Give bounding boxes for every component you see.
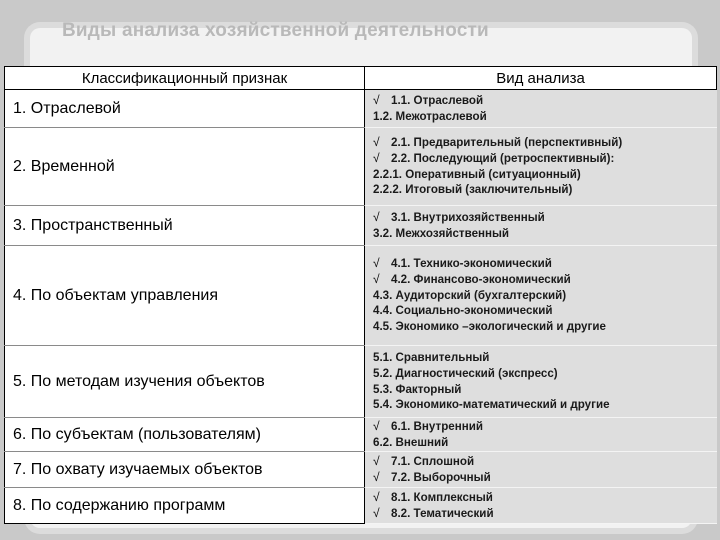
kind-item <box>373 319 717 335</box>
kind-item <box>373 350 717 366</box>
kind-item <box>373 490 717 506</box>
kind-item <box>373 182 717 198</box>
kind-text: 4.5. Экономико –экологический и другие <box>373 320 606 334</box>
check-mark-icon: √ <box>373 134 380 149</box>
kind-item <box>373 272 717 288</box>
kind-item <box>373 93 717 109</box>
table-row <box>5 206 717 246</box>
kind-item <box>373 135 717 151</box>
kind-cell <box>365 488 717 524</box>
table-row <box>5 452 717 488</box>
kind-cell <box>365 206 717 246</box>
kind-text: 5.3. Факторный <box>373 382 462 396</box>
kind-item <box>373 256 717 272</box>
kind-text: 6.1. Внутренний <box>391 419 483 433</box>
kind-text: 2.2.1. Оперативный (ситуационный) <box>373 167 581 181</box>
check-mark-icon: √ <box>373 505 380 520</box>
kind-text: 4.1. Технико-экономический <box>391 257 552 270</box>
kind-item <box>373 382 717 398</box>
kind-item <box>373 435 717 451</box>
kind-text: 5.4. Экономико-математический и другие <box>373 398 610 412</box>
kind-text: 7.2. Выборочный <box>391 470 491 484</box>
table-row <box>5 488 717 524</box>
kind-item <box>373 397 717 413</box>
kind-text: 5.2. Диагностический (экспресс) <box>373 366 558 380</box>
kind-cell <box>365 128 717 206</box>
header-row <box>5 67 717 90</box>
table-row <box>5 246 717 346</box>
kind-text: 8.1. Комплексный <box>391 490 493 504</box>
feature-cell: 3. Пространственный <box>5 206 365 246</box>
kind-text: 1.2. Межотраслевой <box>373 109 487 123</box>
kind-item <box>373 506 717 522</box>
feature-cell: 7. По охвату изучаемых объектов <box>5 452 365 488</box>
kind-text: 6.2. Внешний <box>373 435 449 449</box>
kind-text: 2.2. Последующий (ретроспективный): <box>391 151 615 165</box>
feature-cell: 5. По методам изучения объектов <box>5 346 365 418</box>
kind-text: 7.1. Сплошной <box>391 454 475 468</box>
kind-text: 4.4. Социально-экономический <box>373 304 553 318</box>
kind-text: 5.1. Сравнительный <box>373 350 490 364</box>
table-row <box>5 418 717 452</box>
kind-cell <box>365 346 717 418</box>
feature-cell: 8. По содержанию программ <box>5 488 365 524</box>
kind-cell <box>365 90 717 128</box>
kind-item <box>373 109 717 125</box>
check-mark-icon: √ <box>373 256 380 270</box>
kind-cell <box>365 452 717 488</box>
check-mark-icon: √ <box>373 271 380 286</box>
table-row <box>5 346 717 418</box>
kind-item <box>373 226 717 242</box>
feature-cell: 6. По субъектам (пользователям) <box>5 418 365 452</box>
check-mark-icon: √ <box>373 489 380 504</box>
check-mark-icon: √ <box>373 418 380 433</box>
kind-item <box>373 303 717 319</box>
table-row <box>5 128 717 206</box>
kind-text: 4.3. Аудиторский (бухгалтерский) <box>373 288 567 302</box>
kind-item <box>373 470 717 486</box>
slide-title: Виды анализа хозяйственной деятельности <box>62 20 489 41</box>
kind-cell <box>365 246 717 346</box>
kind-text: 3.2. Межхозяйственный <box>373 226 510 240</box>
kind-text: 2.1. Предварительный (перспективный) <box>391 135 623 149</box>
feature-cell: 4. По объектам управления <box>5 246 365 346</box>
table-row <box>5 90 717 128</box>
kind-item <box>373 454 717 470</box>
check-mark-icon: √ <box>373 469 380 484</box>
check-mark-icon: √ <box>373 209 380 224</box>
kind-item <box>373 366 717 382</box>
kind-item <box>373 288 717 304</box>
check-mark-icon: √ <box>373 453 380 468</box>
analysis-types-table <box>4 66 717 524</box>
feature-cell: 2. Временной <box>5 128 365 206</box>
kind-item <box>373 210 717 226</box>
check-mark-icon: √ <box>373 92 380 107</box>
kind-cell <box>365 418 717 452</box>
kind-item <box>373 151 717 167</box>
kind-item <box>373 167 717 183</box>
kind-item <box>373 419 717 435</box>
kind-text: 2.2.2. Итоговый (заключительный) <box>373 183 573 197</box>
kind-text: 4.2. Финансово-экономический <box>391 272 571 286</box>
feature-cell: 1. Отраслевой <box>5 90 365 128</box>
kind-text: 3.1. Внутрихозяйственный <box>391 210 545 224</box>
table-body <box>5 90 717 524</box>
header-kind: Вид анализа <box>365 67 717 90</box>
kind-text: 1.1. Отраслевой <box>391 93 484 107</box>
kind-text: 8.2. Тематический <box>391 506 494 520</box>
check-mark-icon: √ <box>373 150 380 165</box>
header-feature: Классификационный признак <box>5 67 365 90</box>
